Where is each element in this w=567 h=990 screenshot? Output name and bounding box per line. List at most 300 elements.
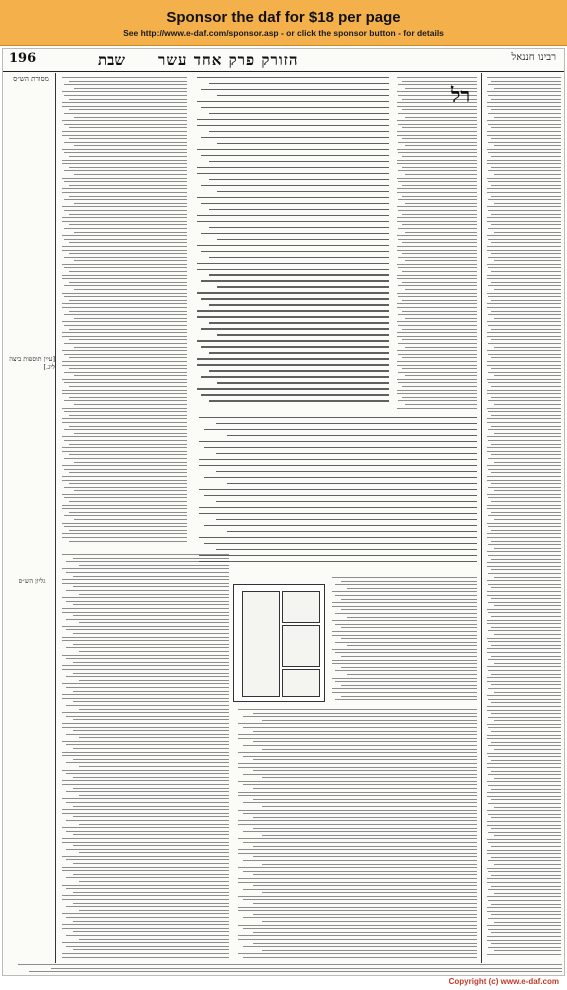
- text-line: [402, 311, 477, 312]
- text-line: [66, 572, 229, 573]
- gemara-text: [193, 77, 389, 412]
- text-line: [494, 634, 561, 635]
- text-line: [69, 185, 187, 186]
- text-line: [243, 802, 477, 803]
- text-line: [398, 296, 477, 297]
- text-line: [209, 131, 389, 132]
- text-line: [62, 418, 187, 419]
- text-line: [347, 588, 477, 589]
- text-line: [66, 647, 229, 648]
- text-line: [402, 156, 477, 157]
- text-line: [74, 203, 187, 204]
- text-lines: [7, 964, 562, 972]
- text-line: [62, 770, 229, 771]
- text-line: [487, 393, 561, 394]
- text-line: [487, 178, 561, 179]
- text-line: [201, 298, 389, 299]
- text-line: [494, 318, 561, 319]
- text-line: [397, 303, 477, 304]
- text-line: [238, 824, 477, 825]
- text-line: [64, 285, 187, 286]
- text-line: [398, 285, 477, 286]
- text-line: [332, 692, 477, 693]
- text-line: [197, 119, 389, 120]
- text-line: [62, 494, 187, 495]
- text-line: [62, 149, 187, 150]
- text-line: [487, 523, 561, 524]
- talmud-page: [2, 48, 565, 976]
- text-line: [488, 785, 561, 786]
- text-line: [491, 886, 561, 887]
- text-lines: [485, 77, 561, 955]
- text-line: [62, 336, 187, 337]
- text-line: [405, 347, 477, 348]
- text-line: [64, 354, 187, 355]
- text-line: [69, 214, 187, 215]
- text-line: [66, 734, 229, 735]
- text-line: [253, 914, 477, 915]
- text-line: [201, 203, 389, 204]
- text-line: [491, 127, 561, 128]
- text-line: [74, 145, 187, 146]
- text-line: [79, 622, 229, 623]
- text-line: [487, 620, 561, 621]
- text-line: [62, 583, 229, 584]
- text-lines: [59, 554, 229, 958]
- text-line: [79, 594, 229, 595]
- text-line: [201, 107, 389, 108]
- text-line: [69, 138, 187, 139]
- text-line: [397, 393, 477, 394]
- text-line: [69, 224, 187, 225]
- text-line: [397, 361, 477, 362]
- text-line: [199, 465, 477, 466]
- text-line: [62, 476, 187, 477]
- text-line: [238, 810, 477, 811]
- text-line: [494, 692, 561, 693]
- text-line: [66, 888, 229, 889]
- mesorah-label: מסורת הש״ס: [13, 75, 49, 83]
- text-line: [62, 447, 187, 448]
- text-line: [66, 906, 229, 907]
- text-line: [487, 825, 561, 826]
- text-line: [397, 149, 477, 150]
- text-line: [262, 921, 477, 922]
- text-line: [64, 429, 187, 430]
- text-line: [487, 451, 561, 452]
- text-line: [488, 285, 561, 286]
- text-line: [69, 444, 187, 445]
- text-line: [74, 433, 187, 434]
- text-line: [73, 777, 229, 778]
- text-line: [62, 436, 187, 437]
- text-line: [62, 102, 187, 103]
- text-line: [341, 609, 477, 610]
- text-line: [487, 379, 561, 380]
- text-line: [488, 343, 561, 344]
- text-line: [238, 763, 477, 764]
- text-line: [217, 239, 389, 240]
- text-line: [487, 724, 561, 725]
- text-line: [332, 591, 477, 592]
- text-line: [62, 640, 229, 641]
- text-line: [491, 397, 561, 398]
- tractate-name: שבת: [98, 51, 125, 69]
- text-line: [66, 705, 229, 706]
- text-line: [491, 483, 561, 484]
- text-line: [487, 763, 561, 764]
- text-line: [487, 332, 561, 333]
- text-line: [62, 332, 187, 333]
- text-line: [64, 95, 187, 96]
- gilyon-hashas-label: גליון הש״ס: [18, 577, 46, 585]
- text-line: [488, 727, 561, 728]
- text-line: [487, 131, 561, 132]
- text-line: [488, 458, 561, 459]
- text-line: [488, 440, 561, 441]
- text-line: [397, 275, 477, 276]
- text-line: [69, 300, 187, 301]
- text-line: [487, 505, 561, 506]
- text-line: [487, 264, 561, 265]
- text-line: [243, 842, 477, 843]
- text-line: [69, 472, 187, 473]
- text-line: [69, 167, 187, 168]
- text-line: [209, 352, 389, 353]
- text-line: [62, 422, 187, 423]
- text-line: [262, 892, 477, 893]
- text-line: [491, 789, 561, 790]
- text-line: [73, 748, 229, 749]
- text-line: [262, 835, 477, 836]
- text-line: [397, 131, 477, 132]
- text-line: [79, 565, 229, 566]
- text-line: [73, 701, 229, 702]
- text-line: [64, 314, 187, 315]
- text-line: [488, 670, 561, 671]
- text-line: [79, 795, 229, 796]
- sponsor-banner[interactable]: [0, 0, 567, 46]
- text-line: [335, 699, 477, 700]
- text-line: [494, 117, 561, 118]
- text-line: [488, 515, 561, 516]
- text-line: [487, 652, 561, 653]
- text-line: [487, 278, 561, 279]
- text-line: [227, 435, 477, 436]
- text-line: [238, 867, 477, 868]
- text-line: [217, 143, 389, 144]
- sponsor-title[interactable]: Sponsor the daf for $18 per page: [166, 9, 401, 26]
- text-line: [62, 523, 187, 524]
- text-line: [405, 232, 477, 233]
- text-line: [487, 465, 561, 466]
- text-line: [487, 303, 561, 304]
- text-line: [402, 167, 477, 168]
- text-line: [488, 199, 561, 200]
- text-line: [487, 623, 561, 624]
- text-line: [66, 849, 229, 850]
- text-line: [487, 192, 561, 193]
- text-line: [347, 617, 477, 618]
- text-line: [243, 831, 477, 832]
- text-line: [253, 713, 477, 714]
- text-line: [243, 774, 477, 775]
- text-line: [487, 436, 561, 437]
- text-line: [491, 857, 561, 858]
- text-line: [347, 674, 477, 675]
- text-line: [487, 163, 561, 164]
- text-line: [487, 120, 561, 121]
- text-line: [488, 170, 561, 171]
- text-line: [69, 339, 187, 340]
- text-line: [238, 925, 477, 926]
- text-line: [491, 541, 561, 542]
- text-line: [62, 809, 229, 810]
- text-line: [487, 476, 561, 477]
- text-line: [62, 568, 229, 569]
- text-line: [494, 433, 561, 434]
- gemara-text-continued: [193, 417, 477, 572]
- text-line: [62, 163, 187, 164]
- text-line: [332, 602, 477, 603]
- text-line: [197, 340, 389, 341]
- text-line: [64, 469, 187, 470]
- text-line: [62, 206, 187, 207]
- text-line: [209, 274, 389, 275]
- text-lines: [395, 77, 477, 409]
- text-line: [238, 935, 477, 936]
- text-line: [66, 877, 229, 878]
- text-line: [494, 663, 561, 664]
- text-line: [253, 828, 477, 829]
- text-line: [62, 669, 229, 670]
- text-line: [335, 642, 477, 643]
- text-line: [204, 495, 477, 496]
- chapter-title: הזורק פרק אחד עשר: [158, 51, 299, 69]
- text-line: [209, 304, 389, 305]
- text-line: [494, 605, 561, 606]
- text-line: [397, 278, 477, 279]
- text-line: [62, 698, 229, 699]
- text-line: [201, 376, 389, 377]
- text-line: [487, 954, 561, 955]
- text-line: [397, 307, 477, 308]
- text-line: [69, 483, 187, 484]
- text-line: [73, 604, 229, 605]
- text-line: [488, 641, 561, 642]
- text-line: [62, 741, 229, 742]
- text-line: [253, 856, 477, 857]
- text-line: [494, 490, 561, 491]
- text-line: [341, 696, 477, 697]
- text-line: [397, 235, 477, 236]
- text-line: [79, 910, 229, 911]
- footer-commentary: [7, 964, 562, 976]
- text-line: [62, 899, 229, 900]
- text-line: [64, 257, 187, 258]
- text-line: [62, 870, 229, 871]
- text-line: [197, 263, 389, 264]
- text-line: [73, 931, 229, 932]
- text-line: [197, 173, 389, 174]
- text-line: [74, 462, 187, 463]
- text-line: [397, 120, 477, 121]
- text-line: [487, 911, 561, 912]
- text-line: [488, 152, 561, 153]
- text-line: [201, 185, 389, 186]
- text-line: [74, 404, 187, 405]
- text-line: [79, 939, 229, 940]
- text-line: [74, 519, 187, 520]
- page-header: [3, 49, 564, 72]
- text-line: [488, 842, 561, 843]
- text-line: [487, 853, 561, 854]
- text-line: [209, 257, 389, 258]
- text-line: [69, 99, 187, 100]
- text-line: [238, 907, 477, 908]
- text-line: [488, 745, 561, 746]
- text-line: [491, 771, 561, 772]
- text-line: [494, 577, 561, 578]
- text-line: [491, 674, 561, 675]
- text-line: [62, 597, 229, 598]
- column-divider: [481, 73, 482, 963]
- text-line: [69, 311, 187, 312]
- text-line: [64, 296, 187, 297]
- text-line: [62, 727, 229, 728]
- sponsor-subtitle[interactable]: See http://www.e-daf.com/sponsor.asp - or click the sponsor button - for details: [123, 28, 444, 38]
- text-line: [69, 541, 187, 542]
- text-line: [487, 206, 561, 207]
- text-line: [73, 730, 229, 731]
- text-line: [197, 197, 389, 198]
- text-line: [491, 357, 561, 358]
- text-line: [66, 802, 229, 803]
- text-line: [491, 368, 561, 369]
- text-line: [66, 561, 229, 562]
- text-line: [335, 624, 477, 625]
- text-line: [238, 849, 477, 850]
- text-line: [488, 900, 561, 901]
- text-line: [64, 113, 187, 114]
- diagram-section: [282, 669, 320, 697]
- text-line: [487, 77, 561, 78]
- text-line: [243, 917, 477, 918]
- text-line: [341, 656, 477, 657]
- text-line: [397, 160, 477, 161]
- text-line: [494, 950, 561, 951]
- text-line: [238, 723, 477, 724]
- text-line: [491, 156, 561, 157]
- text-line: [62, 278, 187, 279]
- text-line: [491, 167, 561, 168]
- text-line: [491, 846, 561, 847]
- text-line: [491, 81, 561, 82]
- text-line: [488, 257, 561, 258]
- text-line: [398, 372, 477, 373]
- text-line: [487, 907, 561, 908]
- text-line: [402, 224, 477, 225]
- text-line: [397, 293, 477, 294]
- text-line: [402, 282, 477, 283]
- text-line: [253, 770, 477, 771]
- text-line: [62, 221, 187, 222]
- text-line: [73, 874, 229, 875]
- text-line: [62, 91, 187, 92]
- text-line: [405, 174, 477, 175]
- text-line: [488, 688, 561, 689]
- text-line: [204, 543, 477, 544]
- text-line: [62, 856, 229, 857]
- text-line: [66, 658, 229, 659]
- text-line: [73, 845, 229, 846]
- text-line: [62, 465, 187, 466]
- text-line: [488, 659, 561, 660]
- text-line: [64, 497, 187, 498]
- text-line: [74, 490, 187, 491]
- text-line: [488, 929, 561, 930]
- text-line: [69, 156, 187, 157]
- text-line: [487, 940, 561, 941]
- text-line: [79, 680, 229, 681]
- text-line: [62, 77, 187, 78]
- text-line: [487, 494, 561, 495]
- text-line: [217, 334, 389, 335]
- text-line: [199, 459, 477, 460]
- text-line: [79, 766, 229, 767]
- text-line: [491, 904, 561, 905]
- text-line: [216, 549, 477, 550]
- text-line: [253, 741, 477, 742]
- text-line: [491, 214, 561, 215]
- text-line: [487, 135, 561, 136]
- text-line: [62, 626, 229, 627]
- text-line: [405, 318, 477, 319]
- text-line: [491, 224, 561, 225]
- text-line: [216, 471, 477, 472]
- text-line: [398, 343, 477, 344]
- text-line: [73, 662, 229, 663]
- text-line: [398, 170, 477, 171]
- text-line: [69, 397, 187, 398]
- text-line: [197, 221, 389, 222]
- text-line: [332, 660, 477, 661]
- text-line: [332, 663, 477, 664]
- text-line: [494, 778, 561, 779]
- text-line: [73, 949, 229, 950]
- text-line: [487, 246, 561, 247]
- text-line: [29, 971, 562, 972]
- text-line: [199, 507, 477, 508]
- text-line: [341, 685, 477, 686]
- text-line: [262, 720, 477, 721]
- text-line: [74, 289, 187, 290]
- text-line: [197, 364, 389, 365]
- text-line: [405, 289, 477, 290]
- text-line: [201, 155, 389, 156]
- text-line: [494, 260, 561, 261]
- text-line: [402, 329, 477, 330]
- text-line: [66, 762, 229, 763]
- text-line: [398, 210, 477, 211]
- text-line: [491, 598, 561, 599]
- text-line: [66, 917, 229, 918]
- text-line: [341, 627, 477, 628]
- text-line: [62, 505, 187, 506]
- text-line: [209, 227, 389, 228]
- text-line: [487, 447, 561, 448]
- text-line: [62, 755, 229, 756]
